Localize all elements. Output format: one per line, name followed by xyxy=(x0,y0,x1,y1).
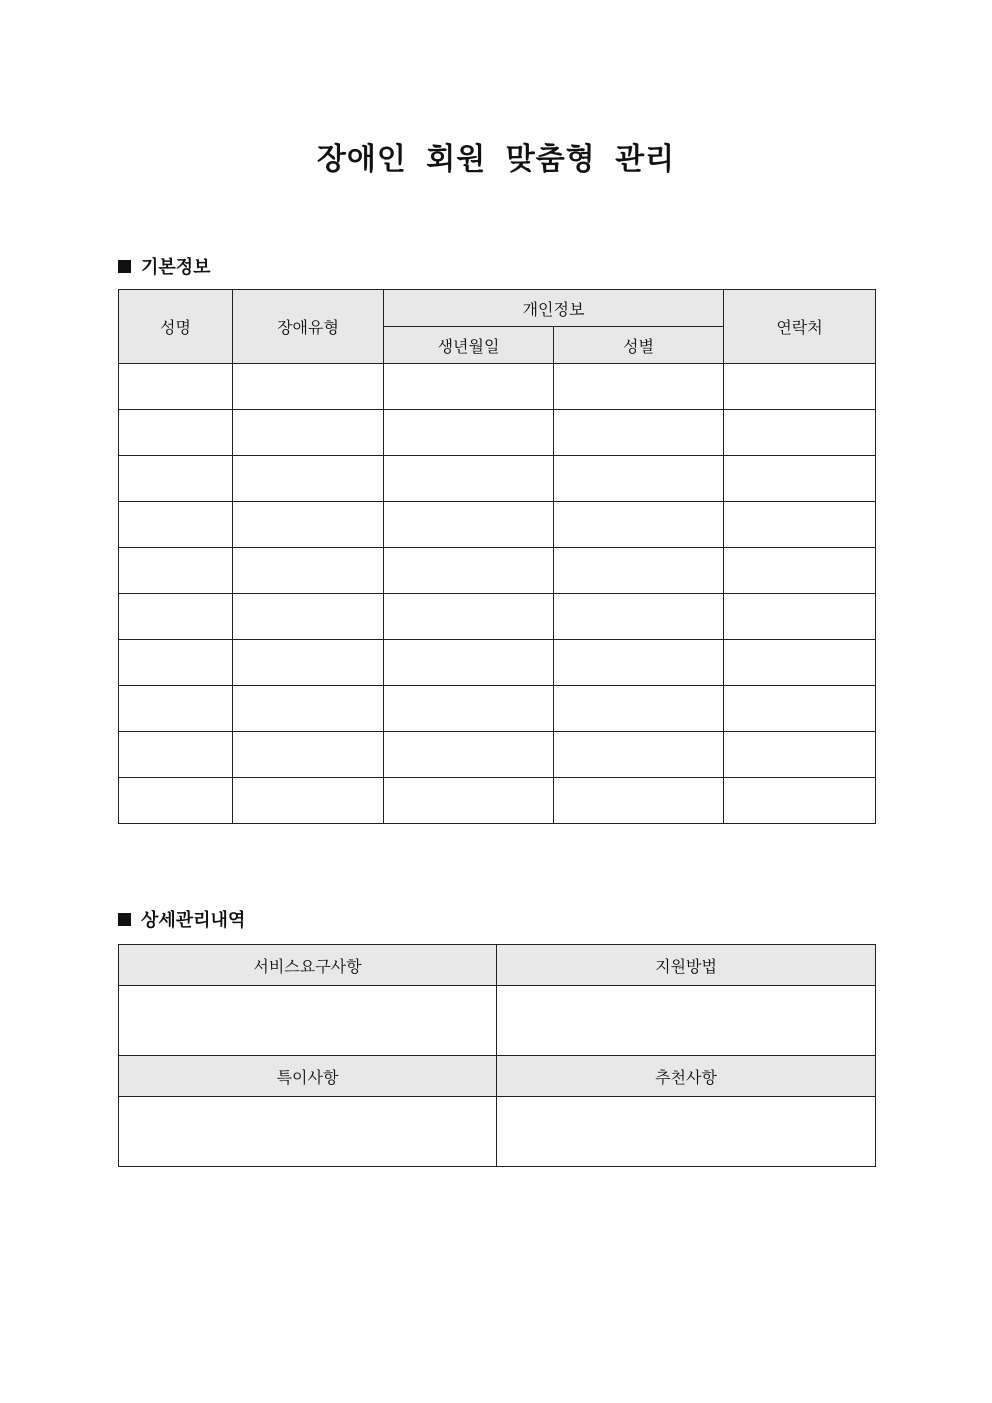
cell-disability-type[interactable] xyxy=(233,456,384,502)
section-heading-label: 상세관리내역 xyxy=(141,910,246,931)
cell-contact[interactable] xyxy=(724,778,876,824)
cell-name[interactable] xyxy=(119,686,233,732)
cell-support-method[interactable] xyxy=(497,986,876,1056)
cell-disability-type[interactable] xyxy=(233,502,384,548)
header-special-notes: 특이사항 xyxy=(119,1056,497,1097)
cell-gender[interactable] xyxy=(554,410,724,456)
cell-birth-date[interactable] xyxy=(384,548,554,594)
cell-gender[interactable] xyxy=(554,594,724,640)
cell-contact[interactable] xyxy=(724,456,876,502)
detail-table xyxy=(118,944,876,1167)
section-heading-label: 기본정보 xyxy=(141,257,211,278)
cell-name[interactable] xyxy=(119,410,233,456)
cell-birth-date[interactable] xyxy=(384,594,554,640)
cell-birth-date[interactable] xyxy=(384,640,554,686)
cell-name[interactable] xyxy=(119,640,233,686)
column-header-gender: 성별 xyxy=(554,327,724,364)
basic-info-table xyxy=(118,289,876,824)
cell-service-requests[interactable] xyxy=(119,986,497,1056)
cell-name[interactable] xyxy=(119,594,233,640)
header-support-method: 지원방법 xyxy=(497,945,876,986)
cell-name[interactable] xyxy=(119,502,233,548)
cell-contact[interactable] xyxy=(724,364,876,410)
cell-special-notes[interactable] xyxy=(119,1097,497,1167)
column-header-birth-date: 생년월일 xyxy=(384,327,554,364)
column-header-name: 성명 xyxy=(119,290,233,364)
cell-name[interactable] xyxy=(119,548,233,594)
cell-birth-date[interactable] xyxy=(384,410,554,456)
cell-contact[interactable] xyxy=(724,502,876,548)
table-row xyxy=(119,778,876,824)
square-bullet-icon xyxy=(118,913,131,926)
cell-disability-type[interactable] xyxy=(233,640,384,686)
cell-recommendations[interactable] xyxy=(497,1097,876,1167)
cell-birth-date[interactable] xyxy=(384,686,554,732)
cell-disability-type[interactable] xyxy=(233,364,384,410)
table-row xyxy=(119,364,876,410)
table-row xyxy=(119,410,876,456)
cell-gender[interactable] xyxy=(554,548,724,594)
cell-name[interactable] xyxy=(119,778,233,824)
cell-contact[interactable] xyxy=(724,410,876,456)
cell-gender[interactable] xyxy=(554,640,724,686)
cell-birth-date[interactable] xyxy=(384,502,554,548)
cell-contact[interactable] xyxy=(724,548,876,594)
table-row xyxy=(119,686,876,732)
section-heading-basic-info xyxy=(118,253,211,279)
cell-contact[interactable] xyxy=(724,732,876,778)
table-row xyxy=(119,456,876,502)
cell-birth-date[interactable] xyxy=(384,364,554,410)
cell-disability-type[interactable] xyxy=(233,594,384,640)
header-service-requests: 서비스요구사항 xyxy=(119,945,497,986)
cell-disability-type[interactable] xyxy=(233,548,384,594)
cell-disability-type[interactable] xyxy=(233,732,384,778)
cell-birth-date[interactable] xyxy=(384,456,554,502)
cell-name[interactable] xyxy=(119,732,233,778)
cell-gender[interactable] xyxy=(554,778,724,824)
cell-gender[interactable] xyxy=(554,686,724,732)
column-header-disability-type: 장애유형 xyxy=(233,290,384,364)
cell-name[interactable] xyxy=(119,364,233,410)
table-row xyxy=(119,502,876,548)
cell-gender[interactable] xyxy=(554,502,724,548)
cell-gender[interactable] xyxy=(554,456,724,502)
cell-contact[interactable] xyxy=(724,640,876,686)
cell-name[interactable] xyxy=(119,456,233,502)
basic-info-rows xyxy=(119,364,876,824)
table-row xyxy=(119,594,876,640)
table-row xyxy=(119,640,876,686)
section-heading-detail xyxy=(118,906,245,932)
column-header-contact: 연락처 xyxy=(724,290,876,364)
cell-birth-date[interactable] xyxy=(384,732,554,778)
cell-contact[interactable] xyxy=(724,686,876,732)
square-bullet-icon xyxy=(118,260,131,273)
cell-disability-type[interactable] xyxy=(233,778,384,824)
cell-gender[interactable] xyxy=(554,364,724,410)
cell-gender[interactable] xyxy=(554,732,724,778)
page-title: 장애인 회원 맞춤형 관리 xyxy=(316,142,676,177)
column-header-personal-info: 개인정보 xyxy=(384,290,724,327)
header-recommendations: 추천사항 xyxy=(497,1056,876,1097)
table-row xyxy=(119,548,876,594)
cell-contact[interactable] xyxy=(724,594,876,640)
cell-disability-type[interactable] xyxy=(233,410,384,456)
cell-birth-date[interactable] xyxy=(384,778,554,824)
cell-disability-type[interactable] xyxy=(233,686,384,732)
table-row xyxy=(119,732,876,778)
